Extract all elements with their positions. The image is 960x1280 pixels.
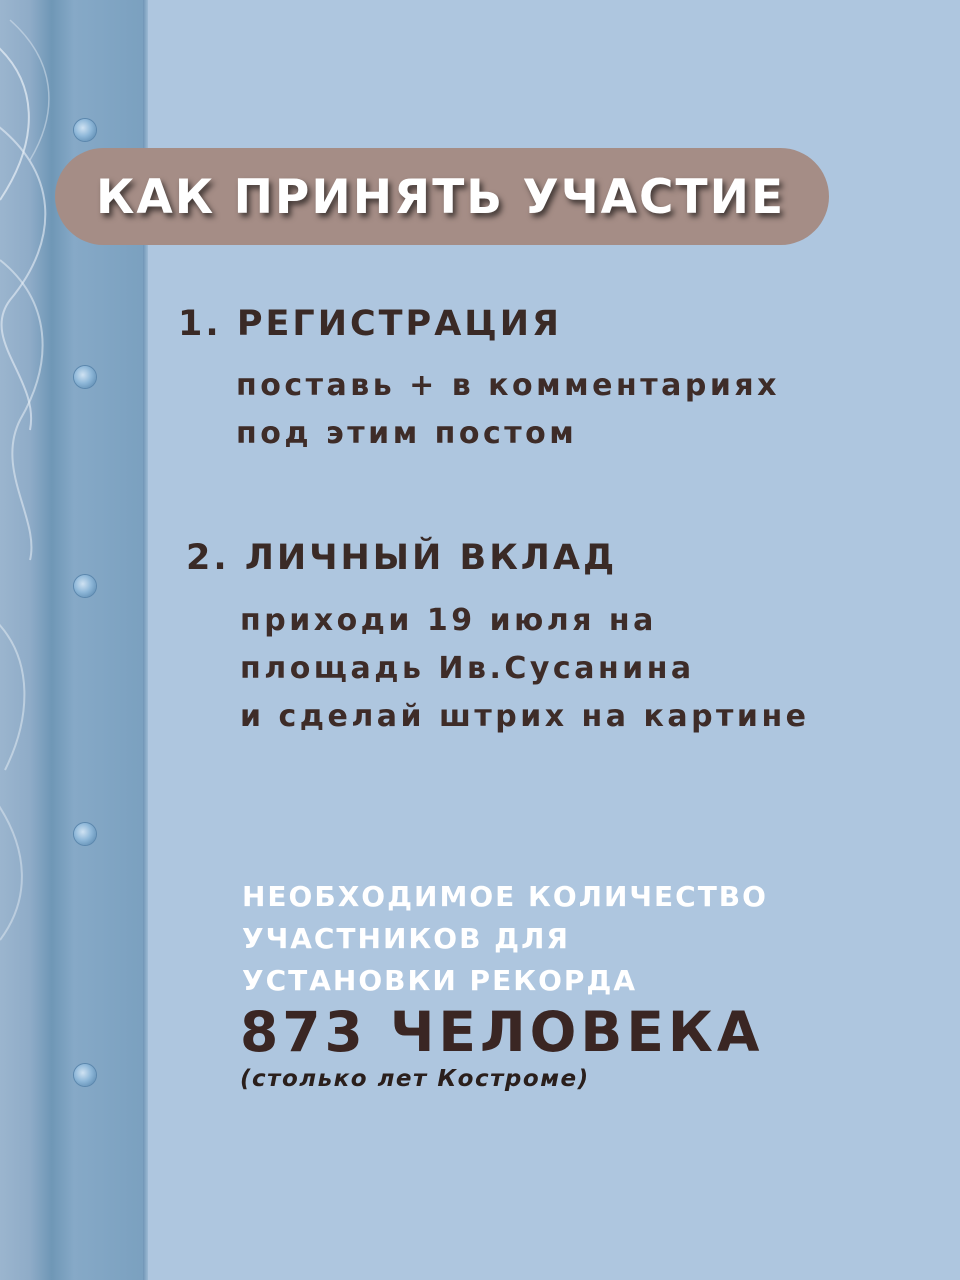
step-2-line-2: площадь Ив.Сусанина [240, 651, 695, 686]
binder-hole-3 [74, 575, 96, 597]
record-note [242, 876, 768, 1002]
record-line-3: УСТАНОВКИ РЕКОРДА [242, 964, 638, 997]
step-1-line-2: под этим постом [236, 416, 578, 451]
step-2-heading: 2. ЛИЧНЫЙ ВКЛАД [186, 538, 618, 578]
binder-hole-1 [74, 119, 96, 141]
page-title: КАК ПРИНЯТЬ УЧАСТИЕ [96, 170, 786, 225]
step-2-line-3: и сделай штрих на картине [240, 699, 810, 734]
record-line-2: УЧАСТНИКОВ ДЛЯ [242, 922, 570, 955]
count-footnote: (столько лет Костроме) [240, 1066, 590, 1092]
step-1-line-1: поставь + в комментариях [236, 368, 780, 403]
binder-hole-2 [74, 366, 96, 388]
binder-hole-5 [74, 1064, 96, 1086]
binder-hole-4 [74, 823, 96, 845]
participant-count: 873 ЧЕЛОВЕКА [240, 1000, 764, 1064]
step-1-heading: 1. РЕГИСТРАЦИЯ [178, 304, 563, 344]
step-2-line-1: приходи 19 июля на [240, 603, 657, 638]
record-line-1: НЕОБХОДИМОЕ КОЛИЧЕСТВО [242, 880, 768, 913]
